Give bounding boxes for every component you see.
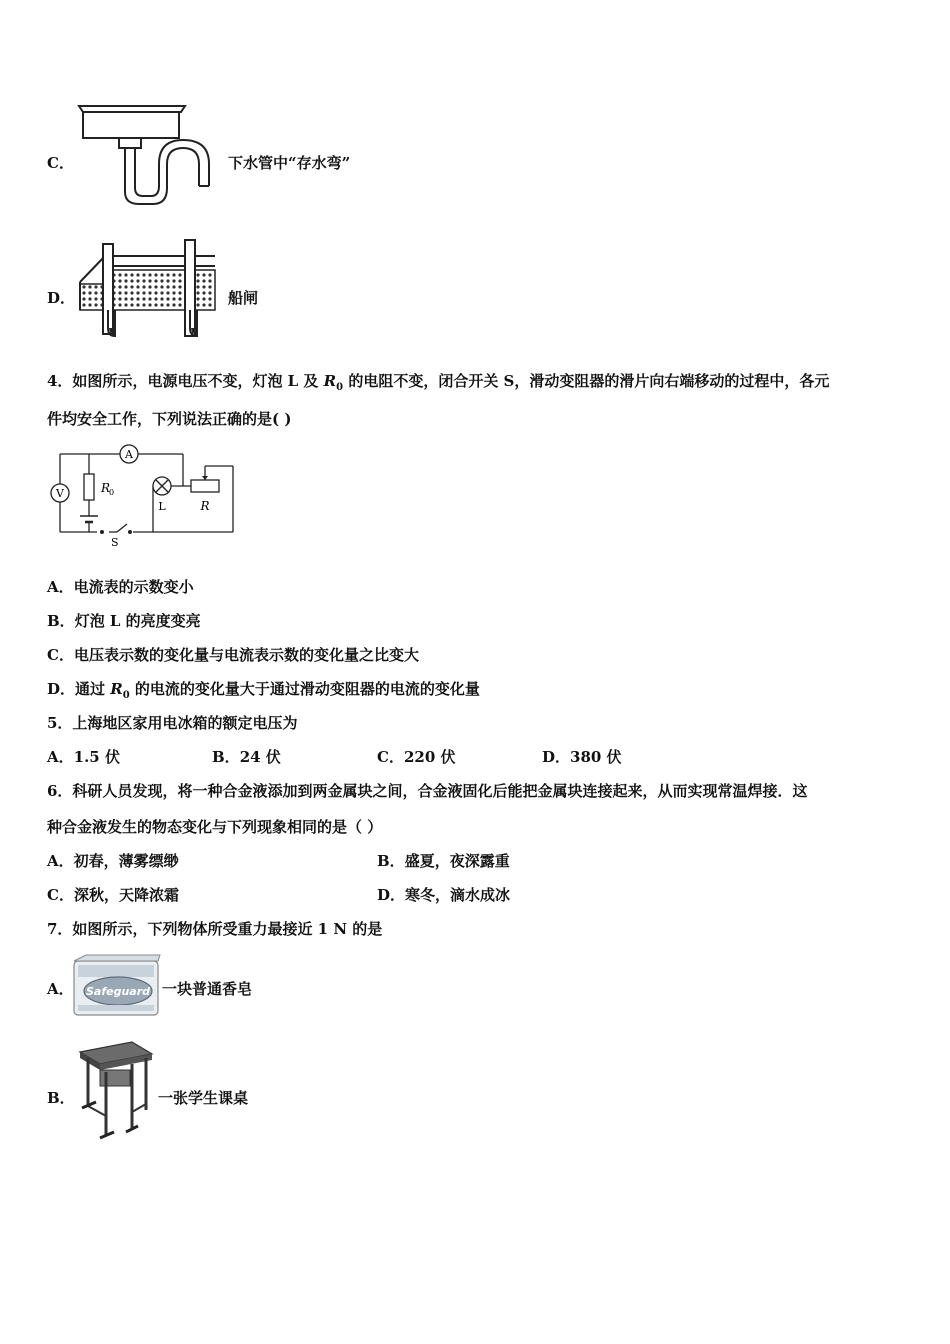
q4-stem-line2: 件均安全工作，下列说法正确的是( ) bbox=[47, 410, 292, 428]
q6-option-d: D．寒冬，滴水成冰 bbox=[377, 886, 511, 904]
q3-option-c-text: 下水管中“存水弯” bbox=[228, 154, 351, 172]
voltmeter-label: V bbox=[56, 487, 64, 500]
q6-option-c: C．深秋，天降浓霜 bbox=[47, 886, 179, 904]
q7-option-b-letter: B． bbox=[47, 1089, 75, 1107]
q7-stem: 7．如图所示，下列物体所受重力最接近 1 N 的是 bbox=[47, 920, 383, 938]
soap-figure bbox=[72, 953, 162, 1019]
q4-stem-line1: 4．如图所示，电源电压不变，灯泡 L 及 $R_0$ 的电阻不变，闭合开关 S，滑动变阻器的滑片向右端移动的过程中，各元 bbox=[47, 372, 830, 393]
switch-label: S bbox=[111, 536, 119, 549]
q5-option-a: A．1.5 伏 bbox=[47, 748, 120, 766]
r0-label-sub: 0 bbox=[109, 488, 115, 497]
q7-option-b-text: 一张学生课桌 bbox=[158, 1089, 249, 1107]
q4-option-c: C．电压表示数的变化量与电流表示数的变化量之比变大 bbox=[47, 646, 419, 664]
q4-option-a: A．电流表的示数变小 bbox=[47, 578, 194, 596]
q6-stem-line1: 6．科研人员发现，将一种合金液添加到两金属块之间，合金液固化后能把金属块连接起来，从而实现常温焊接．这 bbox=[47, 782, 808, 800]
q3-option-d-letter: D． bbox=[47, 289, 76, 307]
q7-option-a-letter: A． bbox=[47, 980, 74, 998]
soap-brand-text: Safeguard bbox=[85, 985, 151, 998]
q6-option-a: A．初春，薄雾缥缈 bbox=[47, 852, 179, 870]
drain-trap-figure bbox=[75, 100, 225, 210]
q5-option-b: B．24 伏 bbox=[212, 748, 281, 766]
q3-option-d-text: 船闸 bbox=[228, 289, 259, 307]
q6-stem-line2: 种合金液发生的物态变化与下列现象相同的是（ ） bbox=[47, 818, 383, 836]
q5-option-c: C．220 伏 bbox=[377, 748, 456, 766]
q7-option-a-text: 一块普通香皂 bbox=[162, 980, 253, 998]
r0-label: R bbox=[101, 481, 111, 495]
q3-option-c-letter: C． bbox=[47, 154, 74, 172]
q4-option-b: B．灯泡 L 的亮度变亮 bbox=[47, 612, 201, 630]
q6-option-b: B．盛夏，夜深露重 bbox=[377, 852, 510, 870]
rheostat-label: R bbox=[200, 499, 210, 513]
ship-lock-figure bbox=[75, 236, 225, 346]
desk-figure bbox=[76, 1036, 156, 1140]
lamp-label: L bbox=[158, 500, 166, 513]
q5-stem: 5．上海地区家用电冰箱的额定电压为 bbox=[47, 714, 298, 732]
q4-circuit-diagram bbox=[45, 440, 240, 550]
ammeter-label: A bbox=[125, 448, 133, 461]
q4-option-d: D．通过 $R_0$ 的电流的变化量大于通过滑动变阻器的电流的变化量 bbox=[47, 680, 480, 701]
q5-option-d: D．380 伏 bbox=[542, 748, 622, 766]
